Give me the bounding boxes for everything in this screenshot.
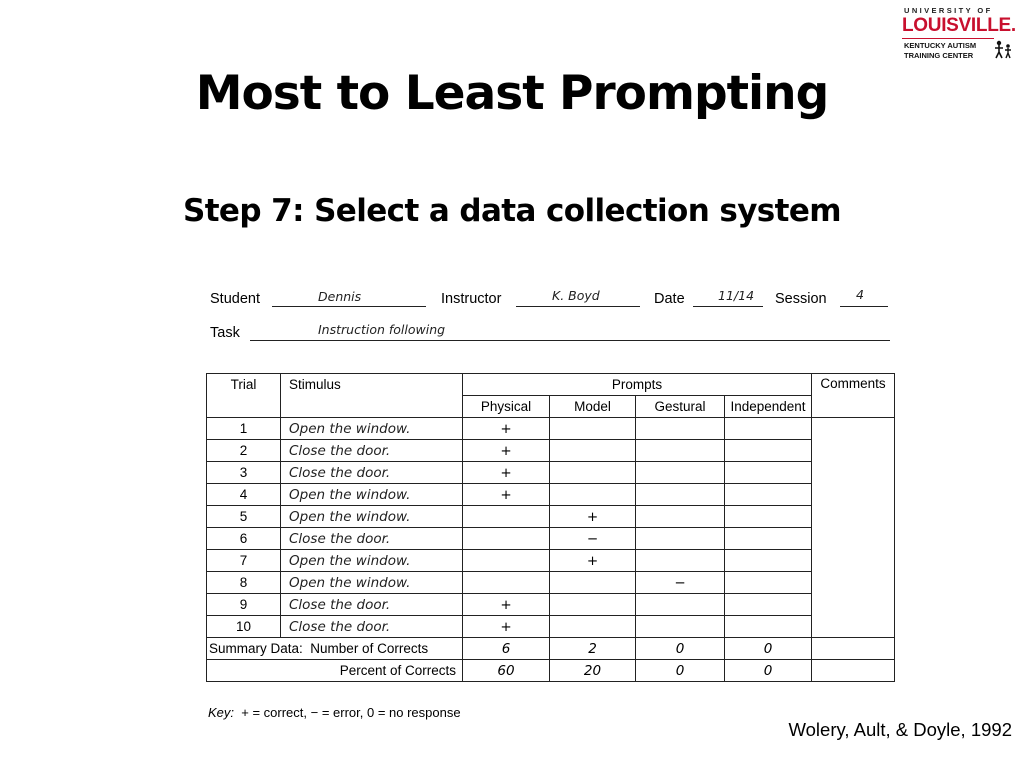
key-label: Key: — [208, 705, 235, 720]
gestural-header: Gestural — [636, 396, 725, 418]
model-mark: + — [550, 506, 636, 528]
table-row — [207, 594, 895, 616]
table-row — [207, 572, 895, 594]
stimulus-text: Open the window. — [281, 418, 463, 440]
instructor-value: K. Boyd — [552, 288, 600, 303]
table-row — [207, 616, 895, 638]
model-mark — [550, 484, 636, 506]
model-mark — [550, 594, 636, 616]
model-mark — [550, 440, 636, 462]
model-header: Model — [550, 396, 636, 418]
independent-mark — [725, 616, 812, 638]
stimulus-text: Open the window. — [281, 572, 463, 594]
logo-name-text: LOUISVILLE. — [902, 15, 1016, 36]
people-figure-icon — [992, 39, 1014, 61]
trial-number: 5 — [207, 506, 281, 528]
summary-corrects-row — [207, 638, 895, 660]
logo-university-text: UNIVERSITY OF — [904, 6, 993, 15]
slide-title: Most to Least Prompting — [195, 66, 829, 121]
task-value: Instruction following — [318, 322, 446, 337]
university-logo — [898, 5, 1018, 63]
model-mark: + — [550, 550, 636, 572]
physical-mark: + — [463, 484, 550, 506]
table-row — [207, 506, 895, 528]
legend-key — [208, 705, 461, 720]
stimulus-text: Close the door. — [281, 528, 463, 550]
trial-number: 1 — [207, 418, 281, 440]
key-text: + = correct, − = error, 0 = no response — [241, 705, 461, 720]
gestural-mark — [636, 484, 725, 506]
session-label: Session — [775, 291, 827, 307]
citation: Wolery, Ault, & Doyle, 1992 — [788, 719, 1012, 740]
stimulus-text: Close the door. — [281, 440, 463, 462]
model-mark: − — [550, 528, 636, 550]
gestural-mark: − — [636, 572, 725, 594]
percent-label: Percent of Corrects — [207, 660, 463, 682]
independent-header: Independent — [725, 396, 812, 418]
comments-header: Comments — [812, 374, 895, 418]
student-label: Student — [210, 291, 260, 307]
logo-divider — [902, 38, 994, 39]
physical-mark: + — [463, 616, 550, 638]
trial-number: 7 — [207, 550, 281, 572]
stimulus-text: Close the door. — [281, 594, 463, 616]
physical-mark: + — [463, 594, 550, 616]
stimulus-text: Open the window. — [281, 484, 463, 506]
physical-mark — [463, 572, 550, 594]
physical-mark: + — [463, 462, 550, 484]
percent-independent: 0 — [725, 660, 812, 682]
table-row — [207, 462, 895, 484]
stimulus-text: Close the door. — [281, 462, 463, 484]
model-mark — [550, 572, 636, 594]
gestural-mark — [636, 528, 725, 550]
date-value: 11/14 — [718, 288, 755, 303]
trial-number: 6 — [207, 528, 281, 550]
corrects-independent: 0 — [725, 638, 812, 660]
physical-mark — [463, 550, 550, 572]
independent-mark — [725, 462, 812, 484]
percent-model: 20 — [550, 660, 636, 682]
independent-mark — [725, 418, 812, 440]
instructor-line — [516, 306, 640, 307]
table-row — [207, 440, 895, 462]
percent-gestural: 0 — [636, 660, 725, 682]
gestural-mark — [636, 440, 725, 462]
physical-mark — [463, 506, 550, 528]
trial-number: 4 — [207, 484, 281, 506]
trial-number: 9 — [207, 594, 281, 616]
percent-physical: 60 — [463, 660, 550, 682]
model-mark — [550, 418, 636, 440]
prompts-header: Prompts — [463, 374, 812, 396]
corrects-comment — [812, 638, 895, 660]
data-collection-table — [206, 373, 895, 682]
gestural-mark — [636, 506, 725, 528]
corrects-physical: 6 — [463, 638, 550, 660]
independent-mark — [725, 550, 812, 572]
physical-header: Physical — [463, 396, 550, 418]
trial-header: Trial — [207, 374, 281, 418]
date-line — [693, 306, 763, 307]
comments-cell — [812, 418, 895, 638]
gestural-mark — [636, 616, 725, 638]
summary-corrects-label — [207, 638, 463, 660]
physical-mark — [463, 528, 550, 550]
model-mark — [550, 616, 636, 638]
trial-number: 8 — [207, 572, 281, 594]
instructor-label: Instructor — [441, 291, 502, 307]
independent-mark — [725, 594, 812, 616]
stimulus-header: Stimulus — [281, 374, 463, 418]
trial-number: 10 — [207, 616, 281, 638]
independent-mark — [725, 572, 812, 594]
gestural-mark — [636, 594, 725, 616]
gestural-mark — [636, 462, 725, 484]
percent-comment — [812, 660, 895, 682]
table-row — [207, 550, 895, 572]
gestural-mark — [636, 550, 725, 572]
table-row — [207, 418, 895, 440]
gestural-mark — [636, 418, 725, 440]
table-row — [207, 484, 895, 506]
trial-number: 2 — [207, 440, 281, 462]
corrects-label: Number of Corrects — [310, 641, 429, 656]
header-row-top — [207, 374, 895, 396]
physical-mark: + — [463, 440, 550, 462]
independent-mark — [725, 484, 812, 506]
session-line — [840, 306, 888, 307]
summary-prefix: Summary Data: — [209, 641, 303, 656]
independent-mark — [725, 528, 812, 550]
independent-mark — [725, 440, 812, 462]
slide-subtitle: Step 7: Select a data collection system — [182, 193, 842, 229]
student-line — [272, 306, 426, 307]
trial-number: 3 — [207, 462, 281, 484]
task-label: Task — [210, 325, 240, 341]
independent-mark — [725, 506, 812, 528]
date-label: Date — [654, 291, 685, 307]
logo-center-line1: KENTUCKY AUTISM — [904, 41, 977, 50]
task-line — [250, 340, 890, 341]
model-mark — [550, 462, 636, 484]
summary-percent-row — [207, 660, 895, 682]
corrects-model: 2 — [550, 638, 636, 660]
physical-mark: + — [463, 418, 550, 440]
stimulus-text: Open the window. — [281, 506, 463, 528]
table-row — [207, 528, 895, 550]
logo-center-line2: TRAINING CENTER — [904, 51, 974, 60]
stimulus-text: Close the door. — [281, 616, 463, 638]
session-value: 4 — [856, 287, 864, 302]
stimulus-text: Open the window. — [281, 550, 463, 572]
corrects-gestural: 0 — [636, 638, 725, 660]
student-value: Dennis — [318, 289, 362, 304]
